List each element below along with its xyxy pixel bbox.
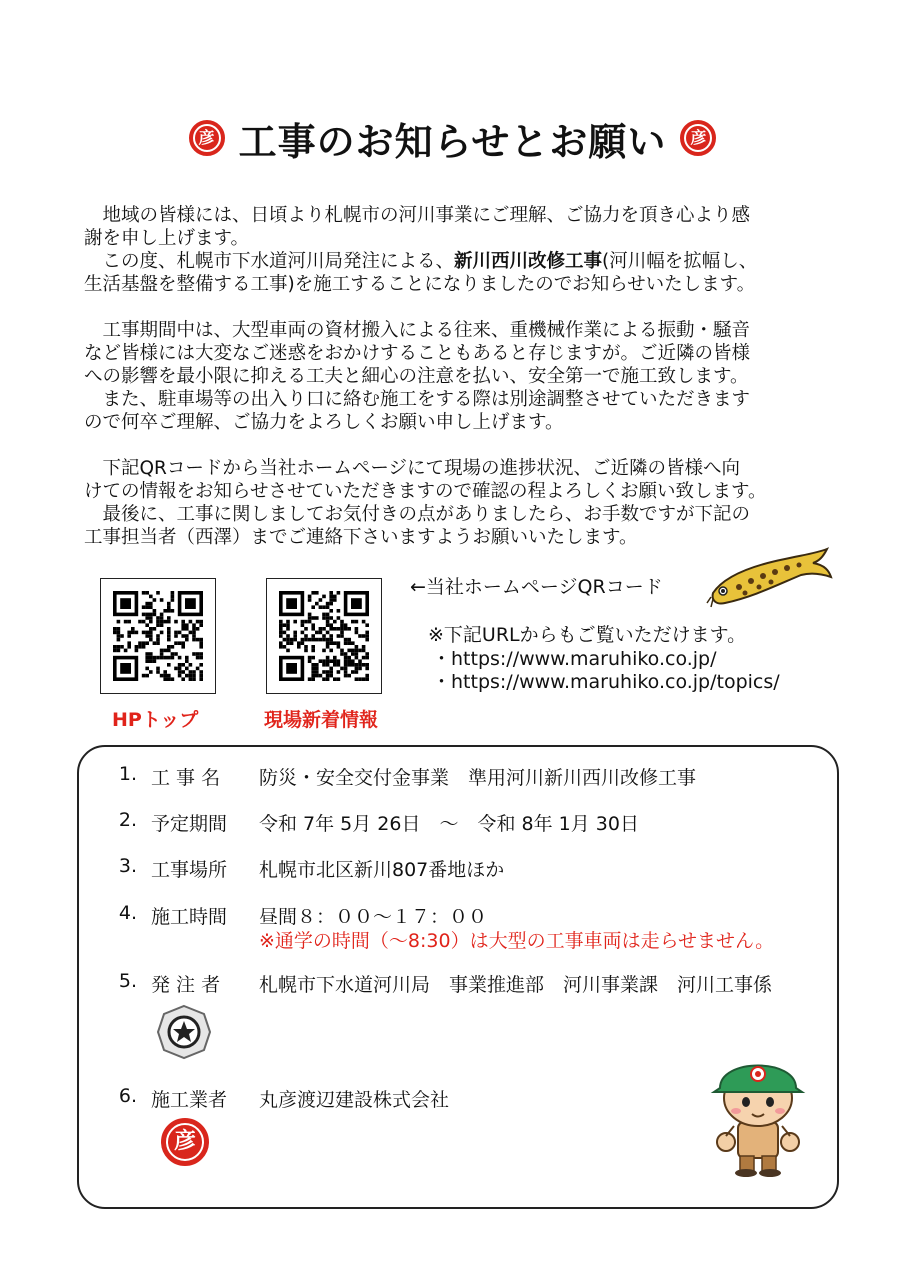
intro-line: また、駐車場等の出入り口に絡む施工をする際は別途調整させていただきます — [102, 389, 751, 410]
info-value: 令和 7年 5月 26日 ～ 令和 8年 1月 30日 — [259, 813, 639, 835]
qr-code-hp-top[interactable] — [100, 578, 216, 694]
info-label: 施工時間 — [151, 906, 228, 928]
info-label: 工事場所 — [151, 859, 228, 881]
fish-illustration-icon — [705, 545, 833, 611]
qr-code-icon — [279, 591, 369, 681]
page-title: 工事のお知らせとお願い — [238, 119, 667, 164]
intro-text — [84, 204, 844, 549]
intro-line: 最後に、工事に関しましてお気付きの点がありましたら、お手数ですが下記の — [102, 504, 751, 525]
intro-line: けての情報をお知らせさせていただきますので確認の程よろしくお願い致します。 — [84, 481, 767, 502]
worker-mascot-icon — [706, 1044, 810, 1178]
info-label: 施工業者 — [151, 1089, 228, 1111]
url-link-topics[interactable]: ・https://www.maruhiko.co.jp/topics/ — [432, 671, 780, 693]
info-value: 札幌市下水道河川局 事業推進部 河川事業課 河川工事係 — [259, 974, 773, 996]
project-name: 新川西川改修工事 — [454, 251, 603, 272]
info-value: 昼間８：００～１７：００ — [259, 906, 488, 928]
project-info-box: 1. 工 事 名 防災・安全交付金事業 準用河川新川西川改修工事 2. 予定期間 令和 7年 5月 26日 ～ 令和 8年 1月 30日 3. 工事場所 札幌市北区新川807番地ほか 4. 施工時間 昼間８：００～１７：００ ※通学の時間（～8:30）は大型の工事車両は走らせません。 5. 発 注 者 札幌市下水道河川局 事業推進部 河川事業課 河川工事係 6. 施工業者 丸彦渡辺建設株式会社 — [77, 745, 839, 1209]
school-time-note: ※通学の時間（～8:30）は大型の工事車両は走らせません。 — [259, 930, 775, 952]
intro-line: 生活基盤を整備する工事)を施工することになりましたのでお知らせいたします。 — [84, 274, 756, 295]
maruhiko-seal-icon: 彦 — [189, 120, 225, 156]
contractor-seal-icon: 彦 — [161, 1118, 209, 1166]
intro-line: 謝を申し上げます。 — [84, 228, 250, 249]
title-row — [0, 112, 905, 164]
intro-line: への影響を最小限に抑える工夫と細心の注意を払い、安全第一で施工致します。 — [84, 366, 749, 387]
intro-line: 下記QRコードから当社ホームページにて現場の進捗状況、ご近隣の皆様へ向 — [102, 458, 741, 479]
sapporo-emblem-icon — [156, 1004, 212, 1060]
intro-line: 地域の皆様には、日頃より札幌市の河川事業にご理解、ご協力を頂き心より感 — [102, 205, 751, 226]
url-note: ※下記URLからもご覧いただけます。 — [428, 624, 747, 646]
intro-line: この度、札幌市下水道河川局発注による、新川西川改修工事(河川幅を拡幅し、 — [102, 251, 758, 272]
info-label: 工 事 名 — [151, 767, 221, 789]
qr-code-site-news[interactable] — [266, 578, 382, 694]
intro-line: など皆様には大変なご迷惑をおかけすることもあると存じますが。ご近隣の皆様 — [84, 343, 751, 364]
info-label: 予定期間 — [151, 813, 228, 835]
info-label: 発 注 者 — [151, 974, 221, 996]
maruhiko-seal-icon: 彦 — [680, 120, 716, 156]
intro-line: 工事期間中は、大型車両の資材搬入による往来、重機械作業による振動・騒音 — [102, 320, 751, 341]
qr-arrow-label: ←当社ホームページQRコード — [410, 576, 663, 598]
intro-line: ので何卒ご理解、ご協力をよろしくお願い申し上げます。 — [84, 412, 564, 433]
url-link-top[interactable]: ・https://www.maruhiko.co.jp/ — [432, 648, 717, 670]
qr-caption-site-news: 現場新着情報 — [264, 709, 379, 731]
qr-code-icon — [113, 591, 203, 681]
info-value: 札幌市北区新川807番地ほか — [259, 859, 505, 881]
qr-caption-hp-top: HPトップ — [112, 709, 199, 731]
info-value: 丸彦渡辺建設株式会社 — [259, 1089, 450, 1111]
info-value: 防災・安全交付金事業 準用河川新川西川改修工事 — [259, 767, 697, 789]
intro-line: 工事担当者（西澤）までご連絡下さいますようお願いいたします。 — [84, 527, 638, 548]
